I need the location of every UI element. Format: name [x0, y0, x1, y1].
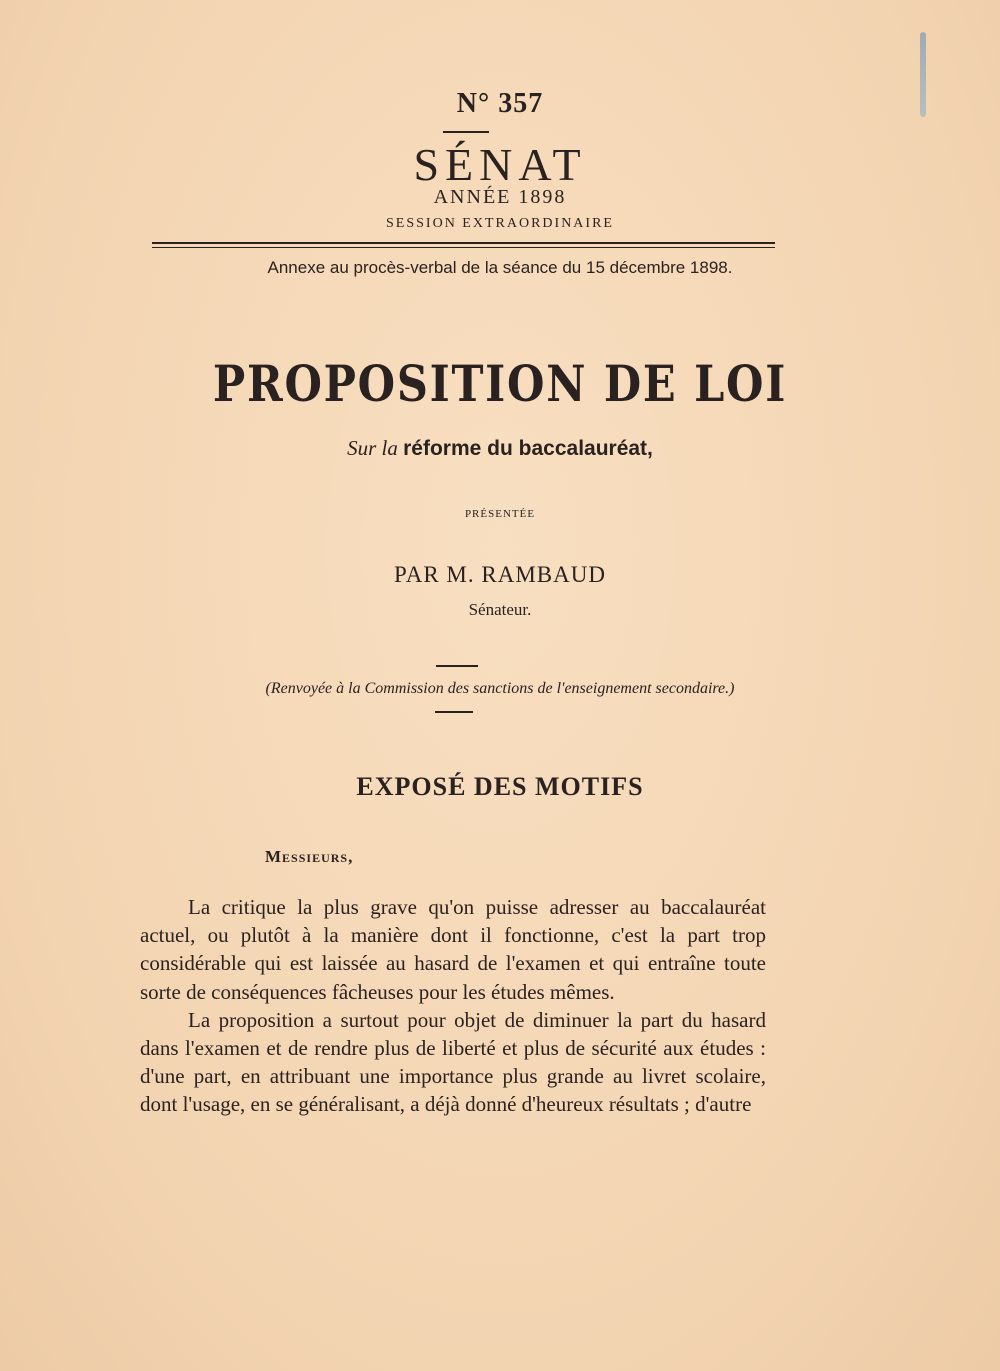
institution-title: SÉNAT: [413, 139, 587, 190]
presentee-label: PRÉSENTÉE: [464, 508, 536, 520]
annexe-line: Annexe au procès-verbal de la séance du 15 décembre 1898.: [267, 258, 733, 277]
section-title: EXPOSÉ DES MOTIFS: [356, 772, 644, 801]
author-role: Sénateur.: [468, 600, 532, 619]
header-divider: [152, 242, 775, 248]
subtitle: [0, 436, 1000, 461]
divider-short: [435, 711, 473, 713]
document-number: N° 357: [456, 88, 544, 119]
salutation: Messieurs,: [265, 847, 354, 866]
session-label: SESSION EXTRAORDINAIRE: [386, 216, 614, 231]
main-title: PROPOSITION DE LOI: [212, 354, 788, 413]
author-line: PAR M. RAMBAUD: [394, 562, 606, 587]
subtitle-bold: réforme du baccalauréat,: [403, 437, 653, 460]
body-text: [140, 893, 766, 1119]
year-label: ANNÉE 1898: [433, 186, 567, 208]
paragraph: La critique la plus grave qu'on puisse adresser au baccalauréat actuel, ou plutôt à la manière dont il fonctionne, c'est la part trop considérable qui est laissée au hasard de l'examen et qui entraîne toute sorte de conséquences fâcheuses pour les études mêmes.: [140, 895, 766, 1004]
subtitle-italic: Sur la: [347, 436, 398, 460]
divider-short: [436, 665, 478, 667]
number-underline: [443, 131, 489, 133]
paragraph: La proposition a surtout pour objet de diminuer la part du hasard dans l'examen et de rendre plus de liberté et plus de sécurité aux études : d'une part, en attribuant une importance plus grande au livret scolaire, dont l'usage, en se généralisant, a déjà donné d'heureux résultats ; d'autre: [140, 1007, 766, 1117]
referral-note: (Renvoyée à la Commission des sanctions de l'enseignement secondaire.): [265, 680, 735, 697]
